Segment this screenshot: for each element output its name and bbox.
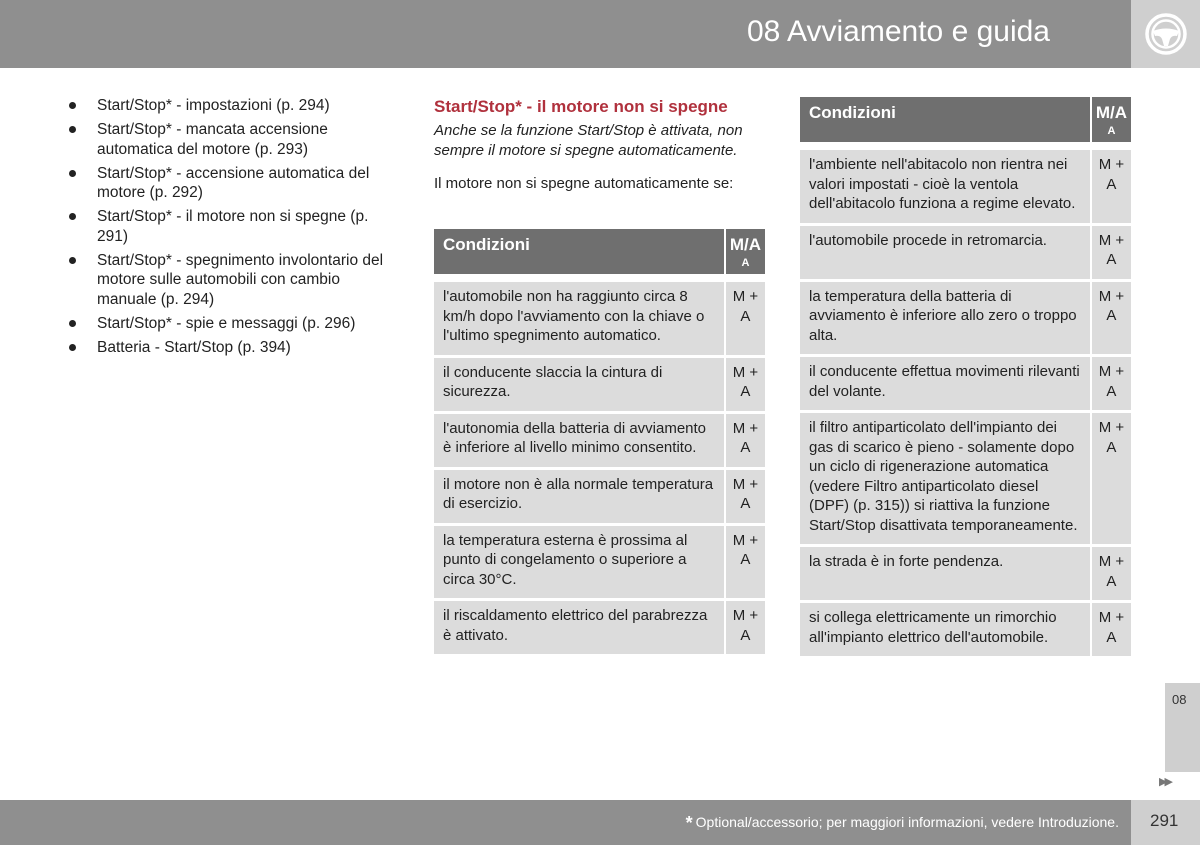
chapter-title: 08 Avviamento e guida — [746, 15, 1050, 48]
ma-value-m: M + — [1098, 287, 1125, 305]
bullet-dot — [69, 257, 76, 264]
bullet-dot — [69, 126, 76, 133]
list-item — [66, 338, 391, 358]
related-link[interactable]: Start/Stop* - mancata accensione automatica del motore (p. 293) — [97, 121, 328, 158]
related-link[interactable]: Batteria - Start/Stop (p. 394) — [97, 338, 291, 356]
ma-cell — [1090, 282, 1131, 358]
table-row — [434, 601, 765, 657]
section-title: Start/Stop* - il motore non si spegne — [434, 97, 728, 116]
related-topics-list — [66, 96, 391, 362]
section-intro — [434, 96, 766, 194]
chapter-tab-label: 08 — [1172, 692, 1187, 707]
footer-note — [686, 813, 1119, 834]
condition-cell: la strada è in forte pendenza. — [800, 547, 1090, 603]
condition-cell: la temperatura esterna è prossima al punto di congelamento o superiore a circa 30°C. — [434, 526, 724, 602]
condition-cell: l'autonomia della batteria di avviamento è inferiore al livello minimo consentito. — [434, 414, 724, 470]
related-link[interactable]: Start/Stop* - spegnimento involontario del motore sulle automobili con cambio manuale (p. 294) — [97, 251, 384, 308]
ma-cell — [1090, 226, 1131, 282]
ma-value-a: A — [740, 626, 751, 644]
list-item — [66, 314, 391, 334]
ma-cell — [724, 470, 765, 526]
ma-header — [724, 229, 765, 282]
ma-value-m: M + — [732, 531, 759, 549]
chapter-tab[interactable] — [1165, 683, 1200, 772]
conditions-header: Condizioni — [800, 97, 1090, 150]
steering-wheel-icon — [1144, 12, 1188, 56]
ma-header — [1090, 97, 1131, 150]
condition-cell: l'ambiente nell'abitacolo non rientra nei valori impostati - cioè la ventola dell'abitacolo funziona a regime elevato. — [800, 150, 1090, 226]
table-row — [434, 358, 765, 414]
bullet-dot — [69, 170, 76, 177]
ma-value-a: A — [1106, 438, 1117, 456]
ma-value-m: M + — [1098, 553, 1125, 570]
condition-cell: la temperatura della batteria di avviamento è inferiore allo zero o troppo alta. — [800, 282, 1090, 358]
table-header-row — [800, 97, 1131, 150]
next-page-arrows-icon: ▶▶ — [1159, 776, 1170, 788]
bullet-dot — [69, 102, 76, 109]
ma-cell — [724, 526, 765, 602]
ma-value-a: A — [1106, 628, 1117, 646]
list-item — [66, 207, 391, 246]
ma-cell — [1090, 547, 1131, 603]
list-item — [66, 164, 391, 203]
table-header-row — [434, 229, 765, 282]
ma-value-m: M + — [732, 607, 759, 624]
ma-cell — [724, 282, 765, 358]
ma-value-a: A — [740, 495, 751, 512]
related-link[interactable]: Start/Stop* - spie e messaggi (p. 296) — [97, 314, 356, 332]
page-number: 291 — [1150, 811, 1179, 830]
footnote-text: Optional/accessorio; per maggiori informazioni, vedere Introduzione. — [695, 814, 1119, 830]
condition-cell: si collega elettricamente un rimorchio all'impianto elettrico dell'automobile. — [800, 603, 1090, 659]
ma-cell — [1090, 150, 1131, 226]
ma-value-m: M + — [1098, 363, 1125, 380]
ma-value-m: M + — [1098, 419, 1125, 436]
page-footer — [0, 800, 1131, 845]
table-row — [434, 282, 765, 358]
ma-header-label: M/A — [1095, 103, 1127, 122]
ma-value-m: M + — [732, 419, 759, 437]
related-link[interactable]: Start/Stop* - il motore non si spegne (p. 291) — [97, 208, 369, 245]
table-row — [434, 526, 765, 602]
page-number-box — [1131, 800, 1200, 845]
related-link[interactable]: Start/Stop* - impostazioni (p. 294) — [97, 97, 330, 114]
table-row — [800, 150, 1131, 226]
ma-value-a: A — [1106, 175, 1117, 193]
list-item — [66, 96, 391, 116]
ma-value-m: M + — [1098, 609, 1125, 626]
ma-value-m: M + — [1098, 156, 1125, 173]
ma-value-m: M + — [732, 363, 759, 381]
table-row — [800, 282, 1131, 358]
ma-value-m: M + — [732, 288, 759, 305]
table-body — [434, 282, 765, 657]
section-intro-text: Il motore non si spegne automaticamente se: — [434, 175, 734, 192]
table-row — [434, 470, 765, 526]
bullet-dot — [69, 213, 76, 220]
bullet-dot — [69, 344, 76, 351]
ma-header-sub: A — [1107, 125, 1116, 137]
condition-cell: l'automobile non ha raggiunto circa 8 km/h dopo l'avviamento con la chiave o l'ultimo spegnimento automatico. — [434, 282, 724, 358]
ma-cell — [1090, 413, 1131, 547]
list-item — [66, 251, 391, 310]
condition-cell: il filtro antiparticolato dell'impianto dei gas di scarico è pieno - solamente dopo un ciclo di rigenerazione automatica (vedere Filtro antiparticolato diesel (DPF) (p. 315)) si riattiva la funzione Start/Stop disattivata temporaneamente. — [800, 413, 1090, 547]
chapter-header — [0, 0, 1131, 68]
table-row — [800, 413, 1131, 547]
condition-cell: il riscaldamento elettrico del parabrezza è attivato. — [434, 601, 724, 657]
chapter-icon-box — [1131, 0, 1200, 68]
ma-value-a: A — [1106, 572, 1117, 590]
conditions-table-1 — [434, 229, 765, 657]
ma-cell — [724, 414, 765, 470]
section-intro-italic: Anche se la funzione Start/Stop è attivata, non sempre il motore si spegne automaticamente. — [434, 122, 743, 159]
table-row — [434, 414, 765, 470]
ma-header-label: M/A — [729, 235, 761, 254]
footnote-star: * — [685, 813, 693, 833]
conditions-table-2 — [800, 97, 1131, 659]
ma-cell — [724, 358, 765, 414]
ma-cell — [724, 601, 765, 657]
ma-value-m: M + — [1098, 231, 1125, 249]
bullet-dot — [69, 320, 76, 327]
condition-cell: il conducente slaccia la cintura di sicurezza. — [434, 358, 724, 414]
ma-cell — [1090, 603, 1131, 659]
ma-value-a: A — [740, 383, 751, 400]
condition-cell: il motore non è alla normale temperatura di esercizio. — [434, 470, 724, 526]
conditions-header: Condizioni — [434, 229, 724, 282]
condition-cell: il conducente effettua movimenti rilevanti del volante. — [800, 357, 1090, 413]
table-body — [800, 150, 1131, 659]
ma-value-m: M + — [732, 475, 759, 493]
ma-value-a: A — [1106, 307, 1117, 324]
related-link[interactable]: Start/Stop* - accensione automatica del motore (p. 292) — [97, 164, 370, 201]
table-row — [800, 357, 1131, 413]
ma-header-sub: A — [741, 257, 750, 269]
ma-value-a: A — [740, 439, 751, 456]
ma-cell — [1090, 357, 1131, 413]
ma-value-a: A — [740, 551, 751, 568]
table-row — [800, 226, 1131, 282]
ma-value-a: A — [740, 307, 751, 325]
ma-value-a: A — [1106, 251, 1117, 268]
ma-value-a: A — [1106, 382, 1117, 400]
table-row — [800, 603, 1131, 659]
table-row — [800, 547, 1131, 603]
list-item — [66, 120, 391, 159]
condition-cell: l'automobile procede in retromarcia. — [800, 226, 1090, 282]
